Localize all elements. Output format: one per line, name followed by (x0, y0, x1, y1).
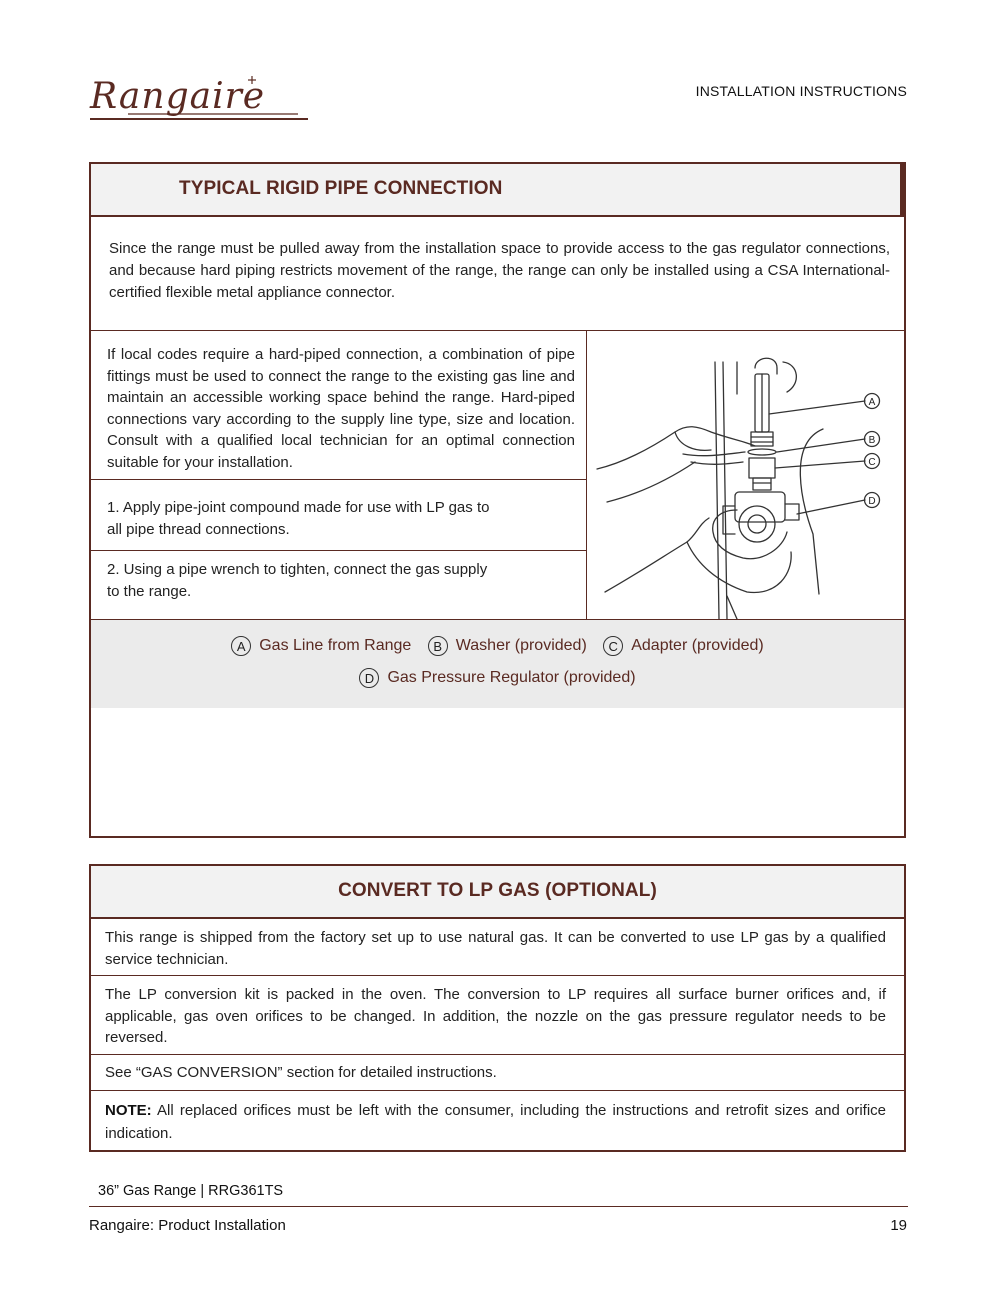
lp-note (105, 1100, 886, 1145)
lp-paragraph-2: The LP conversion kit is packed in the oven. The conversion to LP requires all surface burner orifices and, if applicable, gas oven orifices to be changed. In addition, the nozzle on the gas pressure regulator needs to be reversed. (105, 986, 886, 1046)
legend (91, 620, 904, 708)
divider (91, 479, 586, 480)
step-1: 1. Apply pipe-joint compound made for use with LP gas to all pipe thread connections. (107, 499, 490, 538)
note-label: NOTE: (105, 1102, 152, 1119)
rangaire-logo (88, 70, 313, 128)
lp-paragraph-1: This range is shipped from the factory set up to use natural gas. It can be converted to use LP gas by a qualified service technician. (105, 929, 886, 968)
divider (91, 975, 904, 976)
page-number: 19 (890, 1217, 907, 1234)
legend-item-c (603, 636, 764, 656)
pipe-connection-illustration (587, 334, 905, 619)
callout-b-label: B (868, 435, 876, 446)
rigid-pipe-title: TYPICAL RIGID PIPE CONNECTION (179, 178, 503, 199)
footer-product: Rangaire: Product Installation (89, 1217, 286, 1234)
lp-gas-section (89, 864, 906, 1152)
legend-label-d: Gas Pressure Regulator (provided) (387, 669, 636, 686)
legend-key-b: B (428, 636, 448, 656)
section-heading: INSTALLATION INSTRUCTIONS (695, 83, 907, 99)
lp-gas-title: CONVERT TO LP GAS (OPTIONAL) (338, 880, 657, 901)
divider (91, 1090, 904, 1091)
lp-gas-title-bar (91, 866, 904, 919)
callout-a-label: A (868, 397, 876, 408)
legend-label-b: Washer (provided) (455, 637, 587, 654)
rigid-pipe-intro: Since the range must be pulled away from the installation space to provide access to the gas regulator connections, and because hard piping restricts movement of the range, the range can only be installed using a CSA International-certified flexible metal appliance connector. (109, 240, 890, 301)
note-text: All replaced orifices must be left with the consumer, including the instructions and retrofit sizes and orifice indication. (105, 1102, 886, 1142)
legend-item-d (359, 668, 635, 688)
legend-key-a: A (231, 636, 251, 656)
legend-row (91, 668, 904, 688)
legend-label-a: Gas Line from Range (259, 637, 412, 654)
callout-d-label: D (868, 496, 876, 507)
legend-item-a (231, 636, 411, 656)
step-2: 2. Using a pipe wrench to tighten, connect the gas supply to the range. (107, 561, 488, 600)
rigid-pipe-section (89, 162, 906, 838)
callout-c-label: C (868, 457, 876, 468)
footer-divider (89, 1206, 908, 1207)
hard-pipe-paragraph: If local codes require a hard-piped connection, a combination of pipe fittings must be used to connect the range to the existing gas line and maintain an accessible working space behind the range. Hard-piped connections vary according to the supply line type, size and location. Consult with a qualified local technician for an optimal connection suitable for your installation. (107, 346, 575, 471)
legend-item-b (428, 636, 587, 656)
legend-row (91, 636, 904, 656)
legend-label-c: Adapter (provided) (631, 637, 764, 654)
divider (91, 550, 586, 551)
footer-model: 36” Gas Range | RRG361TS (98, 1183, 284, 1199)
legend-key-d: D (359, 668, 379, 688)
legend-key-c: C (603, 636, 623, 656)
divider (91, 1054, 904, 1055)
svg-text:Rangaire: Rangaire (90, 76, 266, 117)
lp-paragraph-3: See “GAS CONVERSION” section for detailed instructions. (105, 1064, 497, 1081)
rigid-pipe-title-bar (91, 164, 904, 217)
divider (91, 330, 904, 331)
